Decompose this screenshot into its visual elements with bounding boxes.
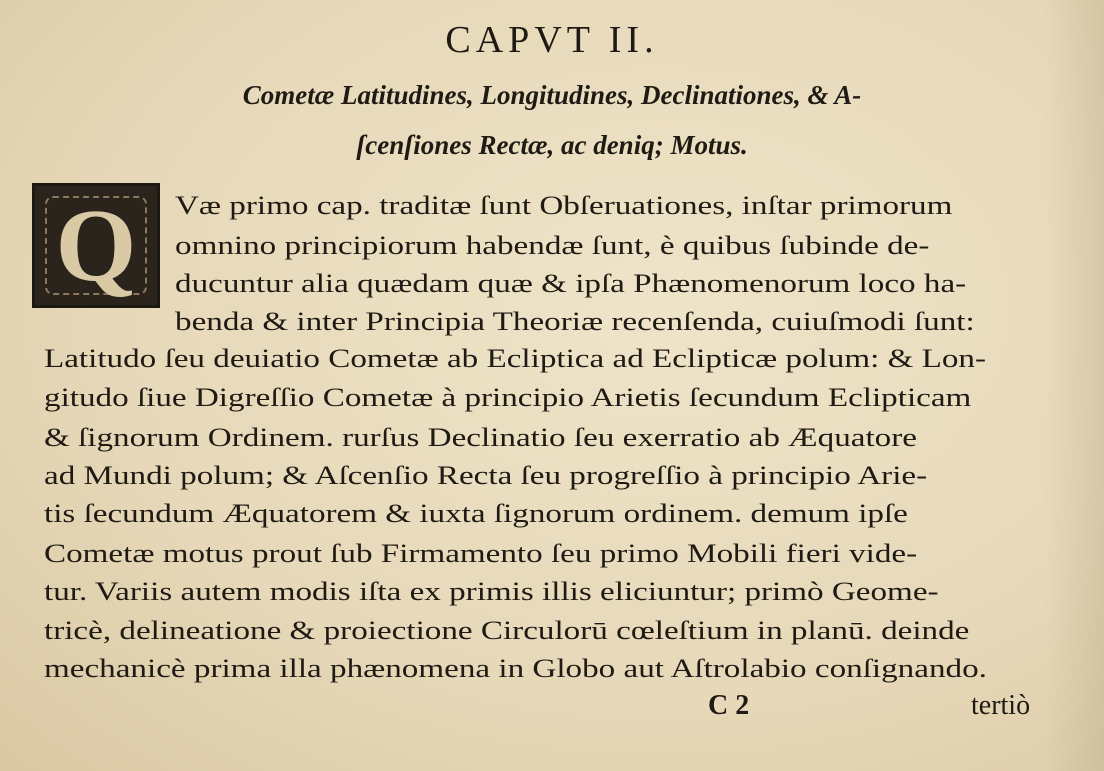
page-edge-shadow bbox=[1044, 0, 1104, 771]
decorated-initial bbox=[32, 183, 160, 308]
body-line-6: gitudo ſiue Digreſſio Cometæ à principio Arietis ſecundum Eclipticam bbox=[44, 382, 972, 412]
body-line-4: benda & inter Principia Theoriæ recenſenda, cuiuſmodi ſunt: bbox=[175, 306, 975, 336]
chapter-heading: CAPVT II. bbox=[445, 19, 659, 61]
body-line-11: tur. Variis autem modis iſta ex primis illis eliciuntur; primò Geome- bbox=[44, 576, 939, 606]
body-line-10: Cometæ motus prout ſub Firmamento ſeu primo Mobili fieri vide- bbox=[44, 538, 918, 568]
body-line-12: tricè, delineatione & proiectione Circulorū cœleſtium in planū. deinde bbox=[44, 615, 970, 645]
body-line-1: Væ primo cap. traditæ ſunt Obſeruationes, inſtar primorum bbox=[175, 190, 953, 220]
body-line-9: tis ſecundum Æquatorem & iuxta ſignorum ordinem. demum ipſe bbox=[44, 498, 908, 528]
body-line-7: & ſignorum Ordinem. rurſus Declinatio ſeu exerratio ab Æquatore bbox=[44, 422, 917, 452]
signature-mark: C 2 bbox=[708, 690, 750, 721]
initial-letter: Q bbox=[55, 187, 137, 303]
body-line-13: mechanicè prima illa phænomena in Globo aut Aſtrolabio conſignando. bbox=[44, 653, 987, 683]
chapter-subtitle-line-2: ſcenſiones Rectæ, ac deniq; Motus. bbox=[356, 130, 748, 160]
body-line-3: ducuntur alia quædam quæ & ipſa Phænomenorum loco ha- bbox=[175, 268, 967, 298]
catchword: tertiò bbox=[971, 690, 1031, 721]
body-line-8: ad Mundi polum; & Aſcenſio Recta ſeu progreſſio à principio Arie- bbox=[44, 460, 928, 490]
body-line-5: Latitudo ſeu deuiatio Cometæ ab Ecliptica ad Eclipticæ polum: & Lon- bbox=[44, 343, 987, 373]
chapter-subtitle-line-1: Cometæ Latitudines, Longitudines, Declinationes, & A- bbox=[242, 80, 862, 110]
body-line-2: omnino principiorum habendæ ſunt, è quibus ſubinde de- bbox=[175, 230, 930, 260]
